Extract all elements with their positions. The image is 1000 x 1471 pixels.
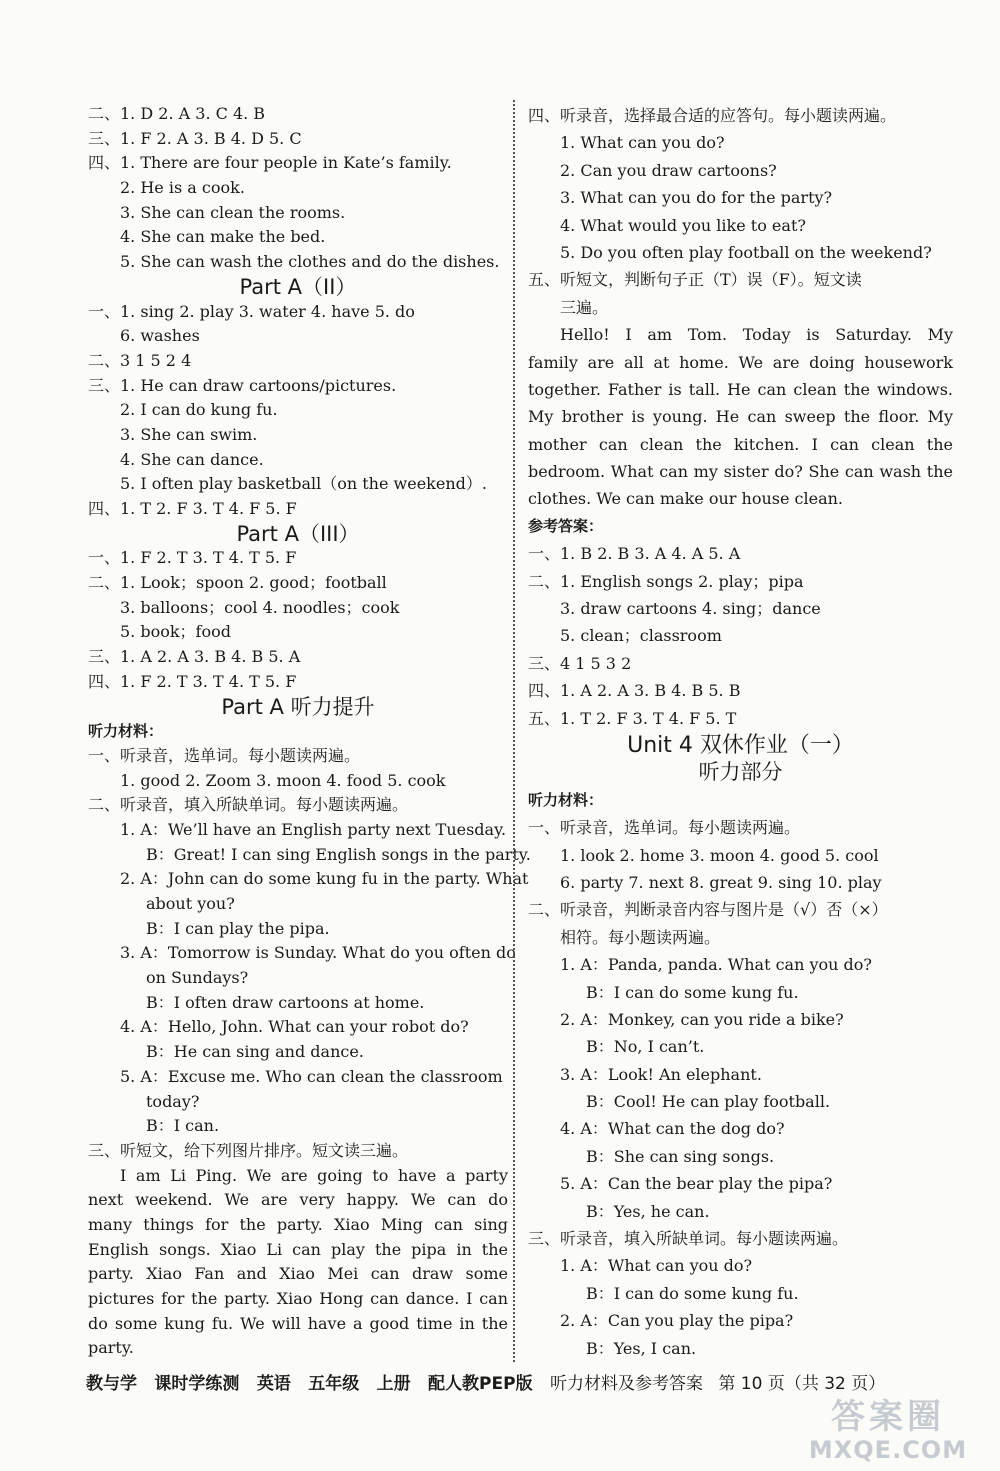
text-line: B：I can play the pipa. bbox=[146, 918, 330, 938]
text-line: 五、1. T 2. F 3. T 4. F 5. T bbox=[528, 708, 737, 728]
text-line: B：I can do some kung fu. bbox=[586, 1283, 799, 1303]
text-line: 6. washes bbox=[120, 326, 200, 346]
text-line: 1. look 2. home 3. moon 4. good 5. cool bbox=[560, 845, 879, 865]
text-line: Hello! I am Tom. Today is Saturday. My bbox=[560, 325, 953, 345]
text-line: 三遍。 bbox=[560, 297, 609, 317]
section-heading: Unit 4 双休作业（一） bbox=[627, 732, 854, 758]
text-line: mother can clean the kitchen. I can clean the bbox=[528, 434, 953, 454]
text-line: B：He can sing and dance. bbox=[146, 1042, 364, 1062]
text-line: 1. A：We’ll have an English party next Tuesday. bbox=[120, 819, 507, 839]
text-line: 4. She can make the bed. bbox=[120, 227, 326, 247]
text-line: 三、1. A 2. A 3. B 4. B 5. A bbox=[88, 647, 301, 667]
text-line: B：I often draw cartoons at home. bbox=[146, 992, 425, 1012]
text-line: 4. A：What can the dog do? bbox=[560, 1119, 785, 1139]
text-line: 1. What can you do? bbox=[560, 133, 725, 153]
text-line: 3. She can clean the rooms. bbox=[120, 202, 346, 222]
text-line: 三、听录音，填入所缺单词。每小题读两遍。 bbox=[528, 1229, 849, 1249]
text-line: party. bbox=[88, 1338, 134, 1358]
text-line: 3. draw cartoons 4. sing；dance bbox=[560, 599, 821, 619]
text-line: 二、听录音，判断录音内容与图片是（√）否（×） bbox=[528, 900, 888, 920]
text-line: 二、1. D 2. A 3. C 4. B bbox=[88, 104, 266, 123]
text-line: 5. A：Excuse me. Who can clean the classroom bbox=[120, 1066, 503, 1086]
text-line: next weekend. We are very happy. We can do bbox=[88, 1190, 508, 1210]
text-line: 一、听录音，选单词。每小题读两遍。 bbox=[528, 818, 801, 838]
text-line: 三、1. F 2. A 3. B 4. D 5. C bbox=[88, 128, 302, 148]
text-line: 4. What would you like to eat? bbox=[560, 215, 806, 235]
text-line: 1. A：Panda, panda. What can you do? bbox=[560, 955, 873, 975]
section-heading: 听力部分 bbox=[698, 760, 783, 785]
text-line: 3. A：Look! An elephant. bbox=[560, 1064, 762, 1084]
column-divider bbox=[513, 100, 515, 1362]
text-line: bedroom. What can my sister do? She can wash the bbox=[528, 462, 953, 482]
text-line: 四、听录音，选择最合适的应答句。每小题读两遍。 bbox=[528, 106, 897, 125]
text-line: 5. A：Can the bear play the pipa? bbox=[560, 1174, 833, 1194]
watermark-url: MXQE.COM bbox=[808, 1436, 968, 1464]
text-line: 2. A：Monkey, can you ride a bike? bbox=[560, 1009, 844, 1029]
page-footer bbox=[86, 1368, 966, 1400]
footer-section: 听力材料及参考答案 bbox=[549, 1374, 703, 1394]
text-line: 5. I often play basketball（on the weekend）. bbox=[120, 474, 487, 494]
text-line: I am Li Ping. We are going to have a party bbox=[120, 1165, 508, 1185]
right-column bbox=[528, 102, 953, 1362]
text-line: 参考答案： bbox=[528, 516, 604, 535]
text-line: 3. She can swim. bbox=[120, 424, 258, 444]
text-line: 一、1. B 2. B 3. A 4. A 5. A bbox=[528, 544, 741, 564]
text-line: party. Xiao Fan and Xiao Mei can draw some bbox=[88, 1264, 508, 1284]
text-line: English songs. Xiao Li can play the pipa in the bbox=[88, 1239, 508, 1259]
text-line: 2. Can you draw cartoons? bbox=[560, 160, 777, 180]
text-line: 4. A：Hello, John. What can your robot do? bbox=[120, 1017, 469, 1037]
text-line: many things for the party. Xiao Ming can sing bbox=[88, 1214, 508, 1234]
text-line: 5. Do you often play football on the weekend? bbox=[560, 242, 932, 262]
text-line: 2. A：Can you play the pipa? bbox=[560, 1311, 794, 1331]
text-line: 5. She can wash the clothes and do the dishes. bbox=[120, 252, 500, 272]
text-line: 6. party 7. next 8. great 9. sing 10. play bbox=[560, 872, 882, 892]
text-line: 2. I can do kung fu. bbox=[120, 400, 278, 420]
text-line: 三、听短文，给下列图片排序。短文读三遍。 bbox=[88, 1140, 409, 1160]
text-line: about you? bbox=[146, 894, 235, 913]
text-line: 二、3 1 5 2 4 bbox=[88, 350, 192, 370]
footer-edition: 配人教PEP版 bbox=[428, 1374, 533, 1394]
text-line: 四、1. F 2. T 3. T 4. T 5. F bbox=[88, 671, 297, 691]
watermark bbox=[798, 1398, 978, 1468]
text-line: 二、1. English songs 2. play；pipa bbox=[528, 571, 804, 591]
text-line: family are all at home. We are doing housework bbox=[528, 352, 953, 372]
text-line: B：She can sing songs. bbox=[586, 1146, 775, 1166]
text-line: 相符。每小题读两遍。 bbox=[560, 927, 721, 947]
text-line: do some kung fu. We will have a good time in the bbox=[88, 1313, 508, 1333]
text-line: 二、1. Look；spoon 2. good；football bbox=[88, 573, 387, 593]
text-line: 听力材料： bbox=[88, 722, 164, 741]
footer-brand: 教与学 bbox=[86, 1374, 137, 1394]
text-line: 五、听短文，判断句子正（T）误（F）。短文读 bbox=[528, 270, 862, 290]
text-line: 听力材料： bbox=[528, 790, 604, 809]
text-line: B：I can. bbox=[146, 1116, 220, 1136]
text-line: My brother is young. He can sweep the floor. My bbox=[528, 407, 953, 427]
text-line: B：Cool! He can play football. bbox=[586, 1092, 831, 1112]
text-line: 一、1. sing 2. play 3. water 4. have 5. do bbox=[88, 301, 415, 321]
text-line: 5. clean；classroom bbox=[560, 626, 722, 646]
footer-series: 课时学练测 bbox=[154, 1374, 240, 1394]
text-line: 3. A：Tomorrow is Sunday. What do you often do bbox=[120, 943, 516, 963]
footer-volume: 上册 bbox=[376, 1374, 411, 1394]
footer-subject: 英语 bbox=[256, 1374, 291, 1394]
text-line: B：I can do some kung fu. bbox=[586, 982, 799, 1002]
text-line: today? bbox=[146, 1091, 200, 1111]
text-line: 4. She can dance. bbox=[120, 449, 264, 469]
text-line: clothes. We can make our house clean. bbox=[528, 489, 843, 509]
text-line: 四、1. There are four people in Kate’s family. bbox=[88, 153, 452, 173]
text-line: together. Father is tall. He can clean the windows. bbox=[528, 379, 953, 399]
left-column bbox=[88, 102, 531, 1361]
text-line: B：Yes, I can. bbox=[586, 1338, 697, 1358]
text-line: 2. A：John can do some kung fu in the party. What bbox=[120, 869, 529, 889]
text-line: 一、1. F 2. T 3. T 4. T 5. F bbox=[88, 548, 297, 568]
section-heading: Part A（III） bbox=[236, 521, 360, 546]
footer-grade: 五年级 bbox=[308, 1374, 360, 1394]
text-line: 四、1. T 2. F 3. T 4. F 5. F bbox=[88, 499, 297, 518]
text-line: 3. What can you do for the party? bbox=[560, 188, 833, 208]
text-line: 三、1. He can draw cartoons/pictures. bbox=[88, 375, 397, 395]
text-line: 3. balloons；cool 4. noodles；cook bbox=[120, 597, 400, 617]
text-line: 1. A：What can you do? bbox=[560, 1256, 753, 1276]
text-line: B：Great! I can sing English songs in the party. bbox=[146, 844, 531, 864]
text-line: 四、1. A 2. A 3. B 4. B 5. B bbox=[528, 681, 741, 701]
section-heading: Part A 听力提升 bbox=[221, 694, 375, 719]
text-line: on Sundays? bbox=[146, 968, 249, 988]
text-line: pictures for the party. Xiao Hong can dance. I can bbox=[88, 1289, 508, 1308]
text-line: 三、4 1 5 3 2 bbox=[528, 653, 632, 673]
text-line: 5. book；food bbox=[120, 622, 231, 642]
watermark-logo: 答案圈 bbox=[831, 1397, 945, 1437]
text-line: B：Yes, he can. bbox=[586, 1201, 710, 1221]
text-line: 1. good 2. Zoom 3. moon 4. food 5. cook bbox=[120, 770, 446, 790]
footer-page-number: 第 10 页（共 32 页） bbox=[718, 1374, 886, 1394]
text-line: 二、听录音，填入所缺单词。每小题读两遍。 bbox=[88, 795, 409, 815]
section-heading: Part A（II） bbox=[239, 274, 357, 299]
text-line: 一、听录音，选单词。每小题读两遍。 bbox=[88, 745, 361, 765]
text-line: 2. He is a cook. bbox=[120, 178, 245, 198]
text-line: B：No, I can’t. bbox=[586, 1037, 705, 1057]
